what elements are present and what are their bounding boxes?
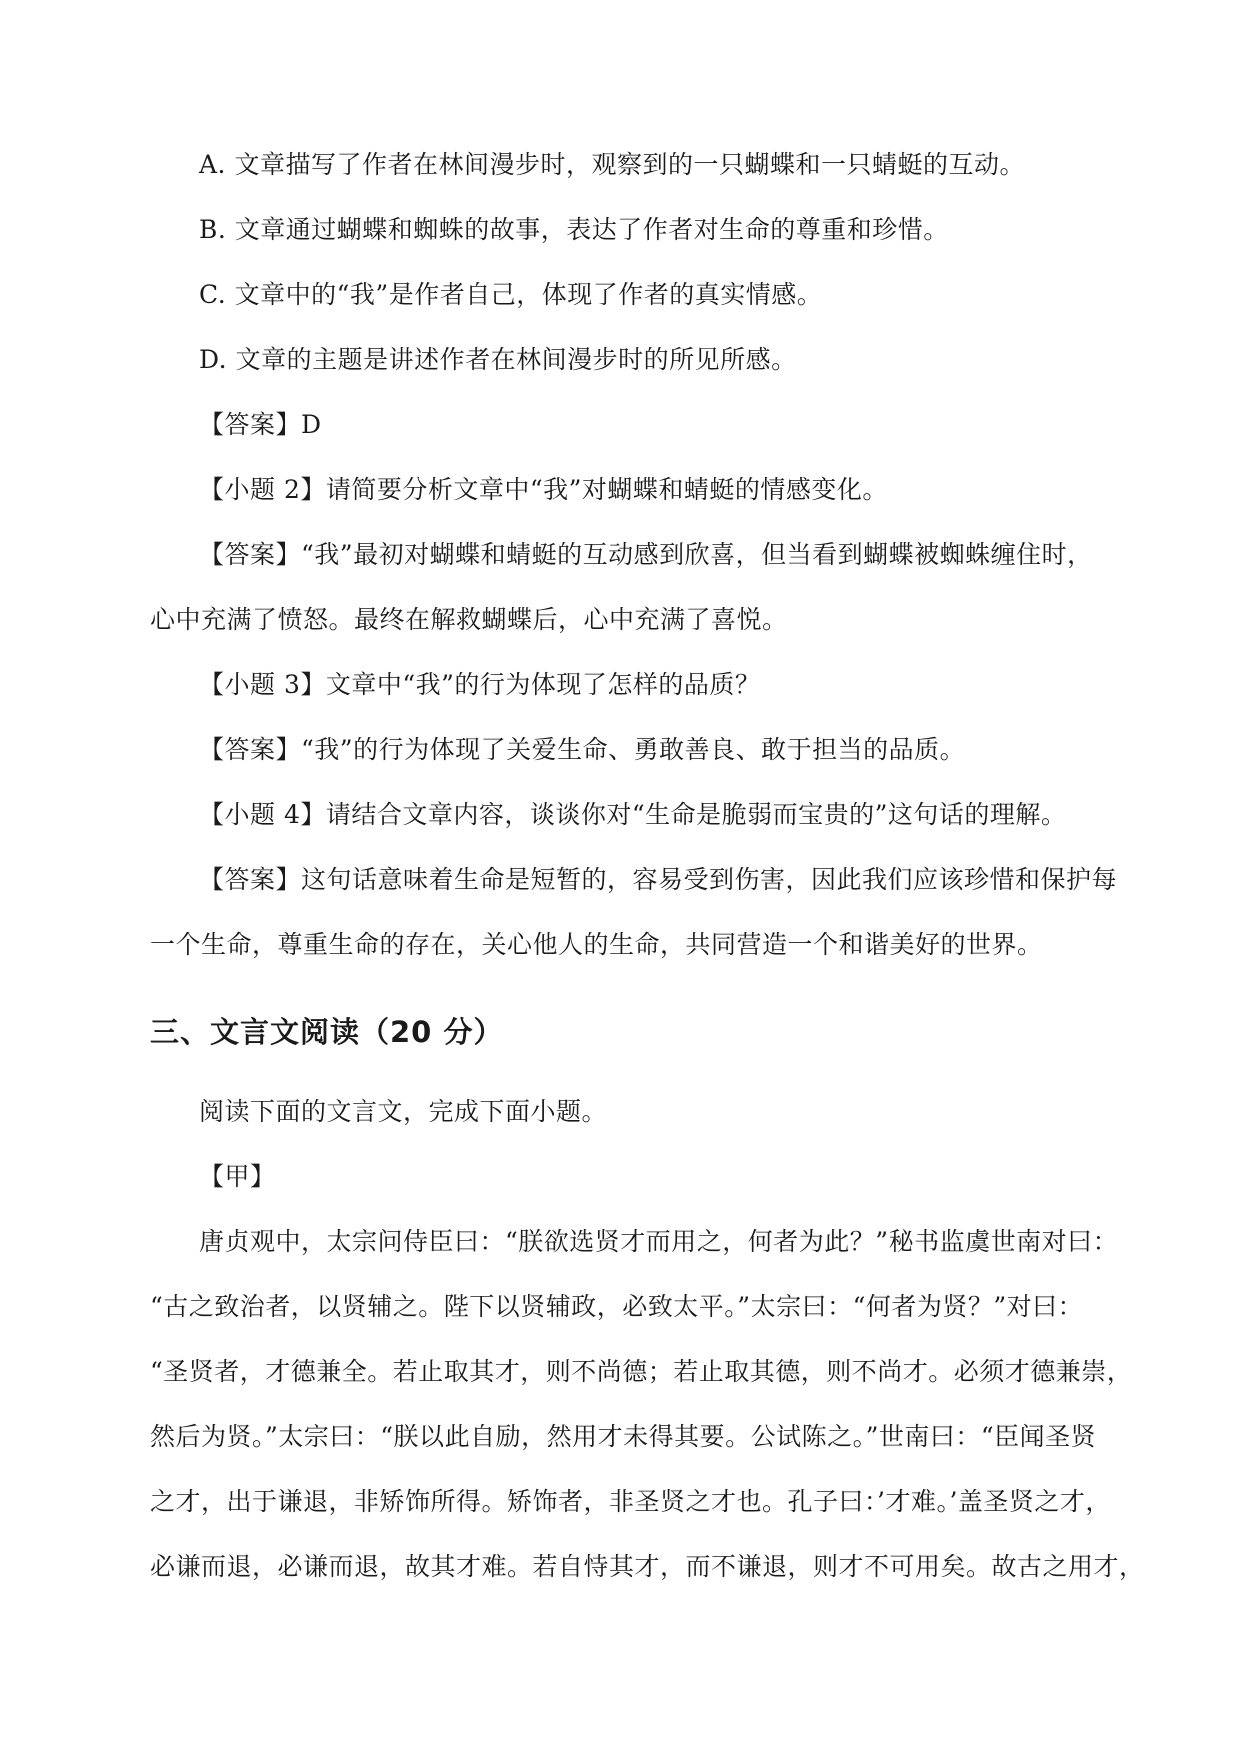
q4-answer-line-1 [199, 863, 1117, 897]
question-text: 请简要分析文章中“我”对蝴蝶和蜻蜓的情感变化。 [325, 475, 888, 504]
answer-text: 这句话意味着生命是短暂的，容易受到伤害，因此我们应该珍惜和保护每 [301, 865, 1118, 894]
question-3 [199, 668, 760, 702]
q4-answer-line-2 [150, 928, 1043, 962]
answer-text: “我”最初对蝴蝶和蜻蜓的互动感到欣喜，但当看到蝴蝶被蜘蛛缠住时， [301, 540, 1093, 569]
passage-line: “圣贤者，才德兼全。若止取其才，则不尚德；若止取其德，则不尚才。必须才德兼崇， [150, 1357, 1133, 1386]
option-text: 文章的主题是讲述作者在林间漫步时的所见所感。 [235, 345, 797, 374]
q2-answer-line-2 [150, 603, 788, 637]
option-text: 文章中的“我”是作者自己，体现了作者的真实情感。 [234, 280, 823, 309]
answer-text: 心中充满了愤怒。最终在解救蝴蝶后，心中充满了喜悦。 [150, 605, 788, 634]
question-4 [199, 798, 1066, 832]
answer-label: 【答案】 [199, 735, 302, 764]
question-2 [199, 473, 888, 507]
q2-answer-line-1 [199, 538, 1093, 572]
answer-label: 【答案】 [199, 865, 302, 894]
part-label: 【甲】 [199, 1162, 276, 1191]
passage-line: “古之致治者，以贤辅之。陛下以贤辅政，必致太平。”太宗曰：“何者为贤？”对曰： [150, 1292, 1084, 1321]
option-letter: B. [199, 215, 227, 244]
section-heading: 三、文言文阅读（20 分） [150, 1015, 504, 1049]
question-label: 【小题 3】 [199, 670, 326, 699]
passage-line: 必谦而退，必谦而退，故其才难。若自恃其才，而不谦退，则才不可用矣。故古之用才， [150, 1552, 1145, 1581]
option-letter: C. [199, 280, 227, 309]
answer-text: “我”的行为体现了关爱生命、勇敢善良、敢于担当的品质。 [301, 735, 966, 764]
q1-answer [199, 408, 322, 442]
section-instruction: 阅读下面的文言文，完成下面小题。 [199, 1097, 608, 1126]
question-label: 【小题 4】 [199, 800, 326, 829]
option-text: 文章描写了作者在林间漫步时，观察到的一只蝴蝶和一只蜻蜓的互动。 [234, 150, 1025, 179]
option-c [199, 278, 822, 312]
answer-text: D [301, 410, 322, 439]
option-text: 文章通过蝴蝶和蜘蛛的故事，表达了作者对生命的尊重和珍惜。 [234, 215, 949, 244]
q3-answer [199, 733, 965, 767]
passage-line: 之才，出于谦退，非矫饰所得。矫饰者，非圣贤之才也。孔子曰：’才难。’盖圣贤之才， [150, 1487, 1111, 1516]
option-letter: A. [199, 150, 227, 179]
answer-text: 一个生命，尊重生命的存在，关心他人的生命，共同营造一个和谐美好的世界。 [150, 930, 1043, 959]
option-a [199, 148, 1025, 182]
passage-line: 然后为贤。”太宗曰：“朕以此自励，然用才未得其要。公试陈之。”世南曰：“臣闻圣贤 [150, 1422, 1097, 1451]
question-label: 【小题 2】 [199, 475, 326, 504]
answer-label: 【答案】 [199, 410, 302, 439]
question-text: 文章中“我”的行为体现了怎样的品质？ [325, 670, 761, 699]
answer-label: 【答案】 [199, 540, 302, 569]
question-text: 请结合文章内容，谈谈你对“生命是脆弱而宝贵的”这句话的理解。 [325, 800, 1067, 829]
option-letter: D. [199, 345, 228, 374]
option-d [199, 343, 797, 377]
passage-line: 唐贞观中，太宗问侍臣曰：“朕欲选贤才而用之，何者为此？”秘书监虞世南对曰： [199, 1227, 1119, 1256]
option-b [199, 213, 949, 247]
